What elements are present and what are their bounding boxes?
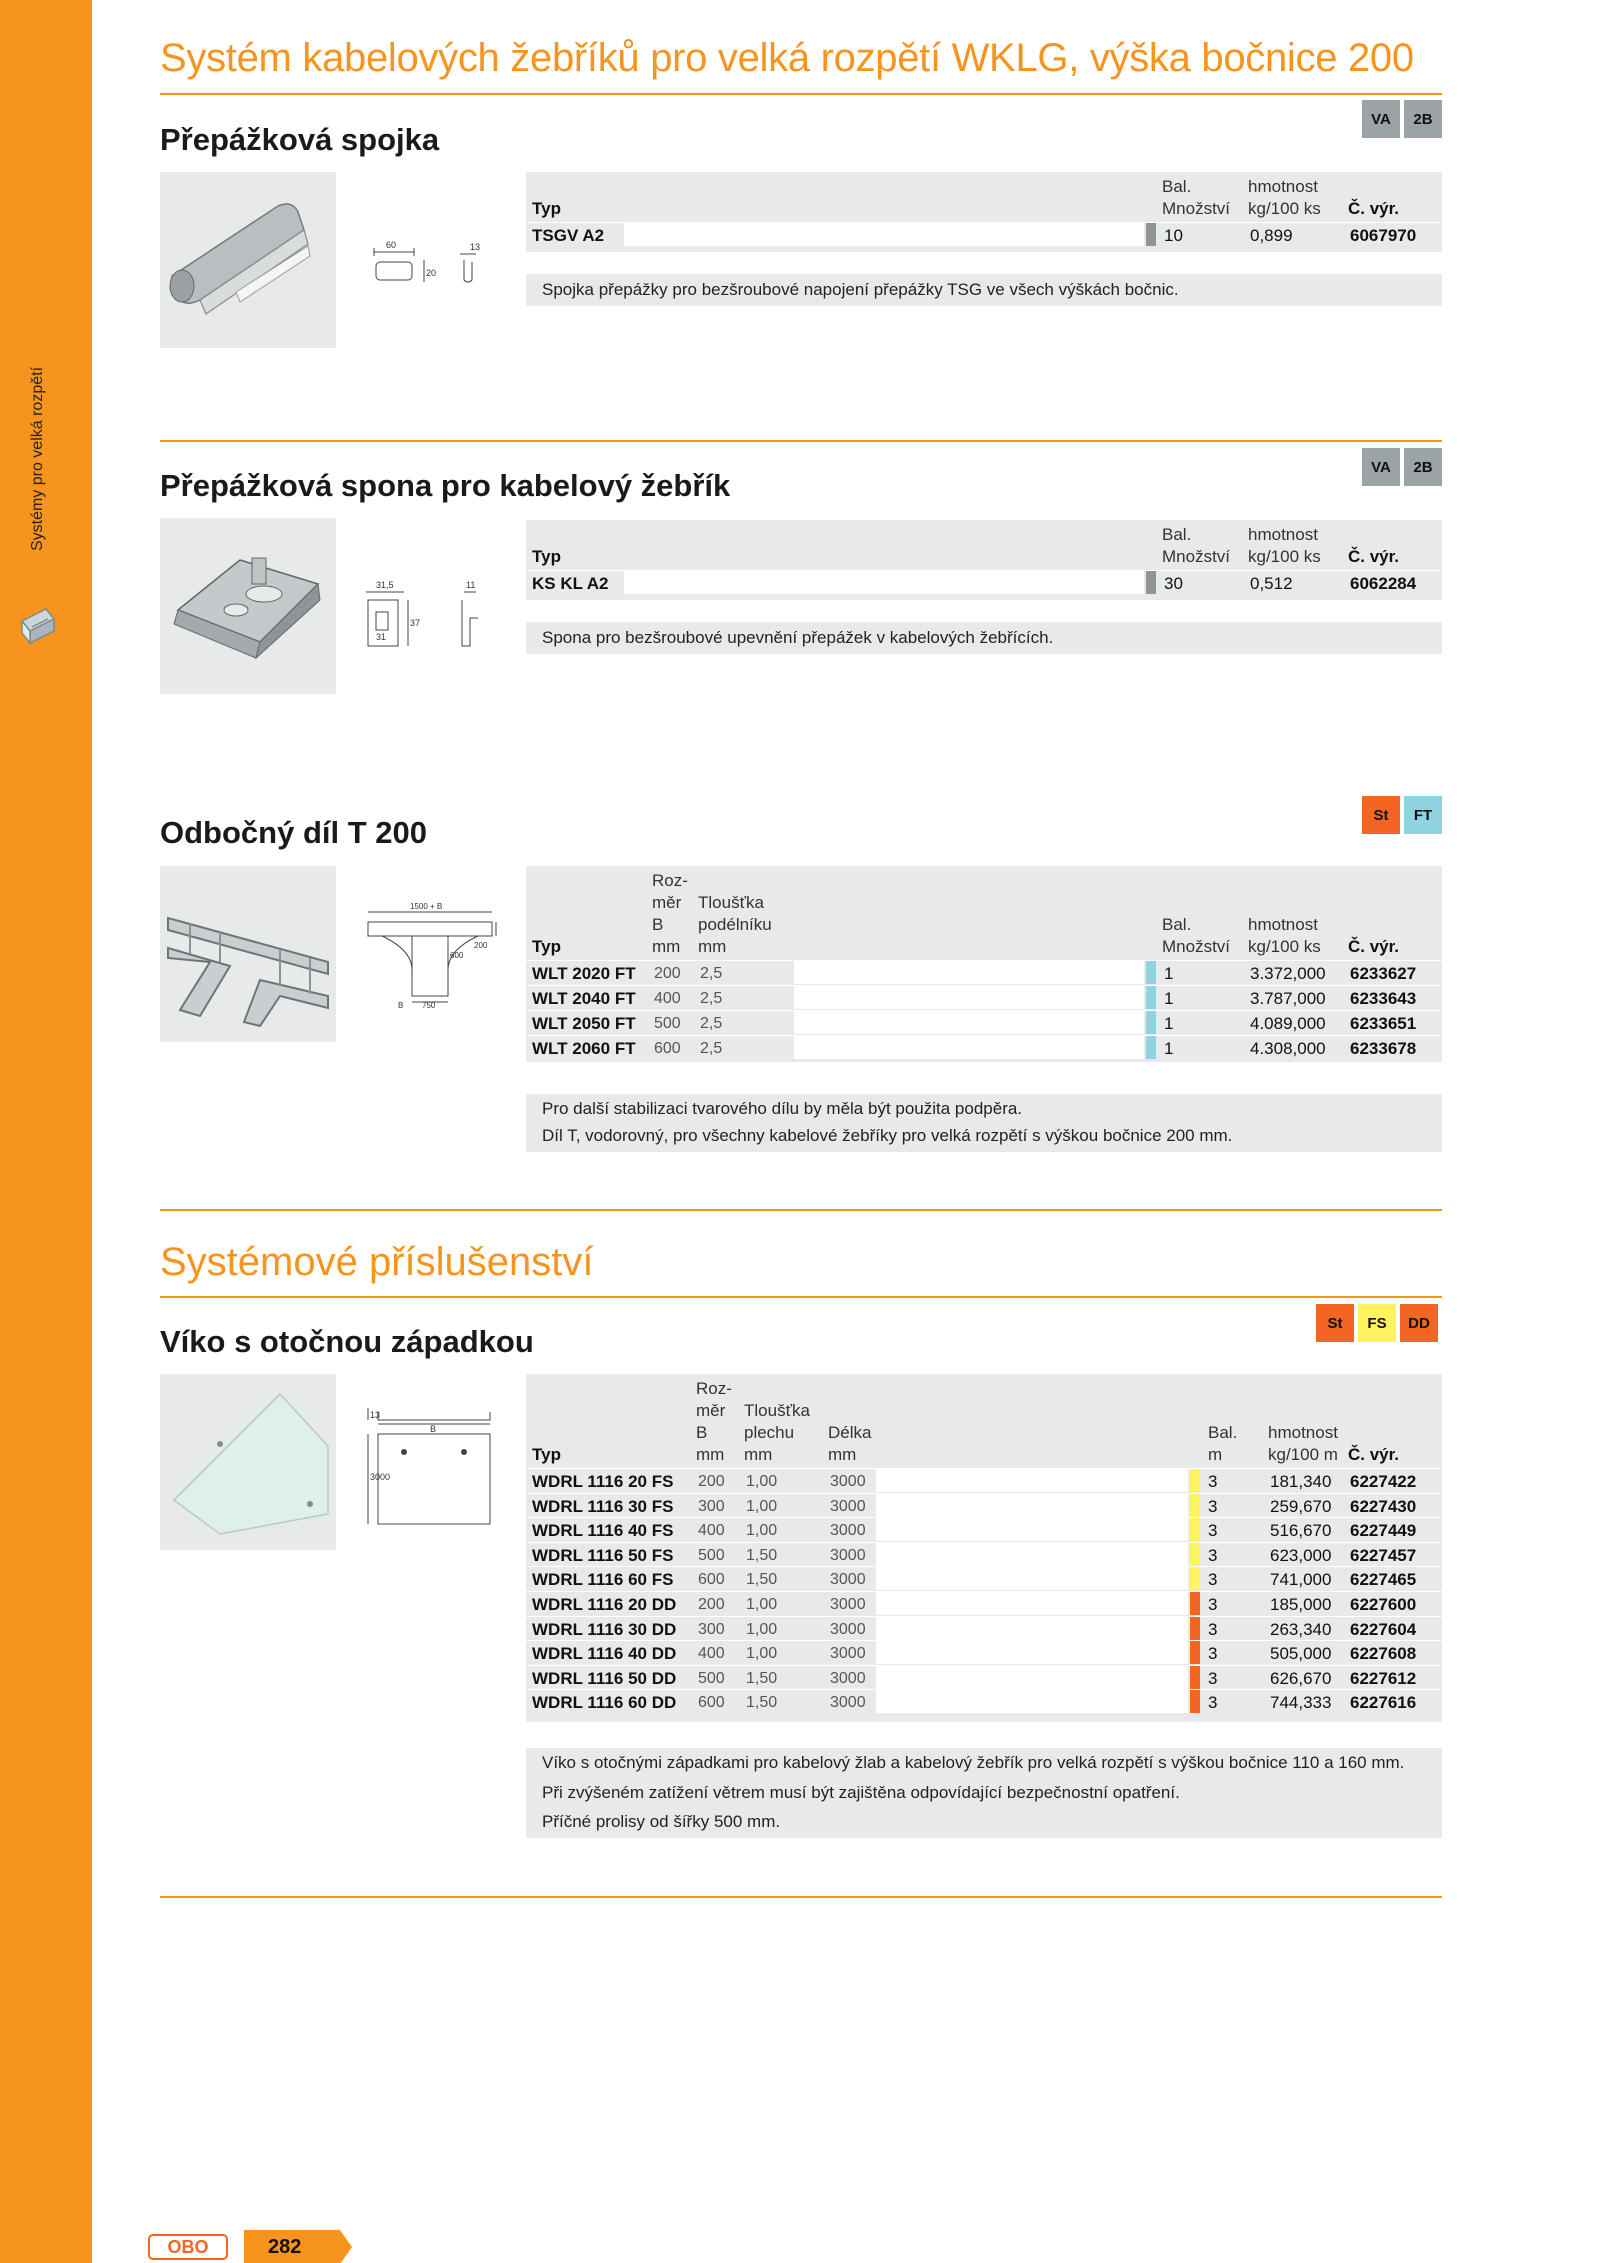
hdr-rozmer: mm — [652, 937, 681, 956]
dim-label: 750 — [422, 1001, 436, 1010]
hdr-mnozstvi: Množství — [1162, 547, 1231, 566]
badge-va: VA — [1362, 100, 1400, 138]
badge-2b: 2B — [1404, 100, 1442, 138]
product-photo-spojka — [160, 172, 336, 348]
hdr-tloustka: plechu — [744, 1423, 795, 1442]
surface-indicator — [1190, 1469, 1200, 1492]
hdr-delka: Délka — [828, 1423, 872, 1442]
technical-drawing-odbocny-dil — [362, 900, 502, 1010]
section-rule — [160, 1896, 1442, 1898]
hdr-cislo: Č. výr. — [1348, 937, 1400, 956]
accessories-rule — [160, 1296, 1442, 1298]
table-row: WDRL 1116 20 DD 200 1,00 3000 3 185,000 6227600 — [526, 1591, 1442, 1615]
surface-indicator — [1190, 1518, 1200, 1541]
obo-logo — [148, 2234, 228, 2260]
hdr-rozmer: mm — [696, 1445, 725, 1464]
dim-label: 1500 + B — [410, 902, 443, 911]
hdr-hmotnost: hmotnost — [1248, 525, 1318, 544]
section-title-odbocny-dil: Odbočný díl T 200 — [160, 815, 427, 850]
table-row: WLT 2020 FT 200 2,5 1 3.372,000 6233627 — [526, 960, 1442, 984]
dim-label: 31,5 — [376, 580, 394, 590]
dim-label: 13 — [470, 242, 481, 252]
surface-indicator — [1190, 1592, 1200, 1615]
table-row: WDRL 1116 20 FS 200 1,00 3000 3 181,340 6227422 — [526, 1468, 1442, 1492]
product-table-spojka — [526, 172, 1442, 252]
surface-indicator — [1190, 1543, 1200, 1566]
table-row: WDRL 1116 30 DD 300 1,00 3000 3 263,340 6227604 — [526, 1616, 1442, 1640]
hdr-kg: kg/100 m — [1268, 1445, 1338, 1464]
hdr-bal: Bal. — [1162, 525, 1192, 544]
badges-viko — [1316, 1304, 1438, 1342]
badge-ft: FT — [1404, 796, 1442, 834]
table-row: KS KL A2 30 0,512 6062284 — [526, 570, 1442, 594]
dim-label: B — [398, 1001, 404, 1010]
hdr-tloustka: podélníku — [698, 915, 772, 934]
hdr-tloustka: Tloušťka — [698, 893, 764, 912]
dim-label: B — [430, 1424, 437, 1434]
technical-drawing-spojka — [364, 232, 494, 292]
badge-st: St — [1362, 796, 1400, 834]
hdr-cislo: Č. výr. — [1348, 1445, 1400, 1464]
hdr-tloustka: Tloušťka — [744, 1401, 810, 1420]
hdr-tloustka: mm — [744, 1445, 773, 1464]
note-spojka: Spojka přepážky pro bezšroubové napojení přepážky TSG ve všech výškách bočnic. — [526, 274, 1442, 306]
product-table-odbocny-dil — [526, 866, 1442, 1062]
badges-spona — [1362, 448, 1442, 486]
product-photo-odbocny-dil — [160, 866, 336, 1042]
hdr-rozmer: měr — [696, 1401, 726, 1420]
table-row: WLT 2050 FT 500 2,5 1 4.089,000 6233651 — [526, 1010, 1442, 1034]
badge-2b: 2B — [1404, 448, 1442, 486]
table-row: WLT 2060 FT 600 2,5 1 4.308,000 6233678 — [526, 1035, 1442, 1059]
page-number: 282 — [244, 2230, 352, 2263]
dim-label: 11 — [466, 580, 476, 590]
badge-dd: DD — [1400, 1304, 1438, 1342]
product-table-spona — [526, 520, 1442, 600]
hdr-cislo: Č. výr. — [1348, 547, 1400, 566]
technical-drawing-spona — [364, 578, 494, 652]
table-row: WDRL 1116 30 FS 300 1,00 3000 3 259,670 6227430 — [526, 1493, 1442, 1517]
hdr-bal: Bal. — [1162, 177, 1192, 196]
dim-label: 37 — [410, 618, 421, 628]
hdr-mnozstvi: Množství — [1162, 937, 1231, 956]
table-row: WDRL 1116 50 FS 500 1,50 3000 3 623,000 6227457 — [526, 1542, 1442, 1566]
surface-indicator — [1190, 1666, 1200, 1689]
hdr-rozmer: B — [652, 915, 664, 934]
hdr-hmotnost: hmotnost — [1248, 177, 1318, 196]
product-photo-viko — [160, 1374, 336, 1550]
hdr-bal: Bal. — [1162, 915, 1192, 934]
dim-label: 13 — [370, 1410, 381, 1420]
dim-label: 600 — [450, 951, 464, 960]
note-viko: Víko s otočnými západkami pro kabelový žlab a kabelový žebřík pro velká rozpětí s výškou bočnice 110 a 160 mm. Při zvýšeném zatížení větrem musí být zajištěna odpovídající bezpečnostní opatření. Příčné prolisy od šířky 500 mm. — [526, 1748, 1442, 1838]
dim-label: 3000 — [370, 1472, 391, 1482]
hdr-typ: Typ — [532, 937, 561, 956]
hdr-bal-m: m — [1208, 1445, 1223, 1464]
product-photo-spona — [160, 518, 336, 694]
hdr-hmotnost: hmotnost — [1268, 1423, 1338, 1442]
accessories-heading: Systémové příslušenství — [160, 1240, 594, 1284]
surface-indicator — [1190, 1494, 1200, 1517]
badges-odbocny-dil — [1362, 796, 1442, 834]
dim-label: 200 — [474, 941, 488, 950]
hdr-kg: kg/100 ks — [1248, 937, 1321, 956]
product-table-viko — [526, 1374, 1442, 1722]
hdr-mnozstvi: Množství — [1162, 199, 1231, 218]
hdr-bal: Bal. — [1208, 1423, 1238, 1442]
section-title-spona: Přepážková spona pro kabelový žebřík — [160, 468, 731, 503]
page-title: Systém kabelových žebříků pro velká rozpětí WKLG, výška bočnice 200 — [160, 36, 1414, 80]
section-rule — [160, 1209, 1442, 1211]
section-title-spojka: Přepážková spojka — [160, 122, 440, 157]
table-row: WDRL 1116 60 DD 600 1,50 3000 3 744,333 6227616 — [526, 1689, 1442, 1713]
sidebar-label: Systémy pro velká rozpětí — [29, 366, 46, 552]
hdr-delka: mm — [828, 1445, 857, 1464]
technical-drawing-viko — [362, 1400, 502, 1530]
hdr-rozmer: měr — [652, 893, 682, 912]
badge-st: St — [1316, 1304, 1354, 1342]
hdr-rozmer: Roz- — [652, 871, 688, 890]
title-rule — [160, 93, 1442, 95]
badge-fs: FS — [1358, 1304, 1396, 1342]
table-row: WDRL 1116 60 FS 600 1,50 3000 3 741,000 6227465 — [526, 1566, 1442, 1590]
surface-indicator — [1190, 1641, 1200, 1664]
badge-va: VA — [1362, 448, 1400, 486]
hdr-typ: Typ — [532, 547, 561, 566]
table-row: WDRL 1116 40 DD 400 1,00 3000 3 505,000 6227608 — [526, 1640, 1442, 1664]
badges-spojka — [1362, 100, 1442, 138]
cable-ladder-icon — [18, 605, 58, 657]
sidebar — [0, 0, 92, 2263]
dim-label: 60 — [386, 240, 397, 250]
table-row: WDRL 1116 50 DD 500 1,50 3000 3 626,670 6227612 — [526, 1665, 1442, 1689]
hdr-rozmer: Roz- — [696, 1379, 732, 1398]
section-rule — [160, 440, 1442, 442]
table-row: WDRL 1116 40 FS 400 1,00 3000 3 516,670 6227449 — [526, 1517, 1442, 1541]
hdr-cislo: Č. výr. — [1348, 199, 1400, 218]
table-row: TSGV A2 10 0,899 6067970 — [526, 222, 1442, 246]
hdr-rozmer: B — [696, 1423, 708, 1442]
dim-label: 31 — [376, 632, 387, 642]
hdr-typ: Typ — [532, 199, 561, 218]
section-title-viko: Víko s otočnou západkou — [160, 1324, 534, 1359]
note-odbocny-dil: Pro další stabilizaci tvarového dílu by měla být použita podpěra. Díl T, vodorovný, pro všechny kabelové žebříky pro velká rozpětí s výškou bočnice 200 mm. — [526, 1094, 1442, 1152]
hdr-tloustka: mm — [698, 937, 727, 956]
surface-indicator — [1190, 1617, 1200, 1640]
dim-label: 20 — [426, 268, 437, 278]
surface-indicator — [1190, 1690, 1200, 1713]
hdr-typ: Typ — [532, 1445, 561, 1464]
hdr-kg: kg/100 ks — [1248, 199, 1321, 218]
svg-text:OBO: OBO — [167, 2237, 209, 2257]
surface-indicator — [1190, 1567, 1200, 1590]
table-row: WLT 2040 FT 400 2,5 1 3.787,000 6233643 — [526, 985, 1442, 1009]
note-spona: Spona pro bezšroubové upevnění přepážek v kabelových žebřících. — [526, 622, 1442, 654]
hdr-kg: kg/100 ks — [1248, 547, 1321, 566]
hdr-hmotnost: hmotnost — [1248, 915, 1318, 934]
